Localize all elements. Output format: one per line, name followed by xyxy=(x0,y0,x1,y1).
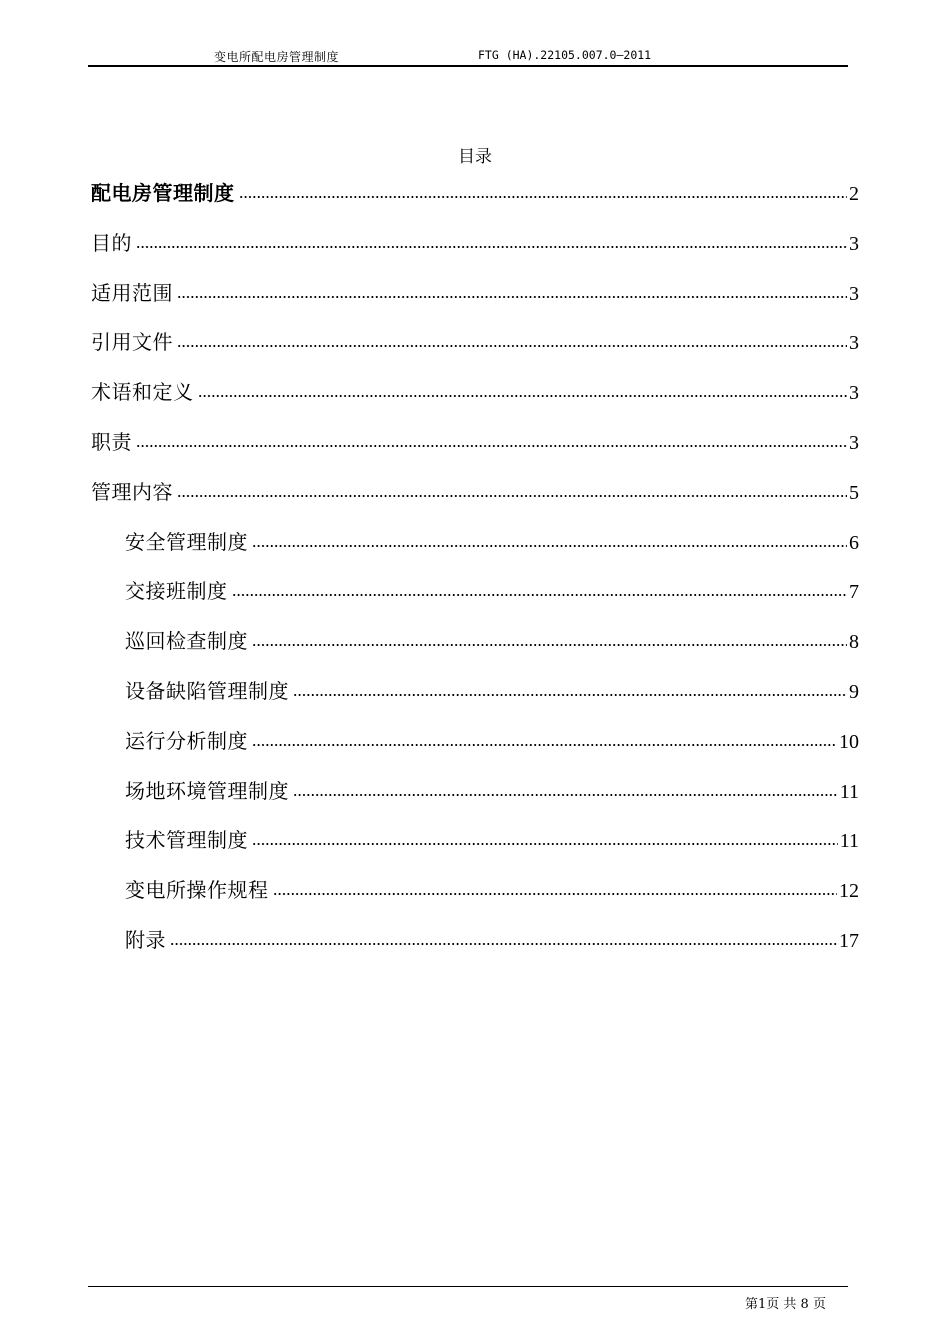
toc-dot-leader xyxy=(252,827,838,847)
toc-entry-page-number: 9 xyxy=(849,680,859,703)
toc-entry[interactable] xyxy=(91,277,859,327)
toc-entry-page-number: 3 xyxy=(849,232,859,255)
toc-entry-page-number: 6 xyxy=(849,531,859,554)
toc-dot-leader xyxy=(177,479,847,499)
toc-entry-label: 交接班制度 xyxy=(125,579,228,604)
toc-entry-page-number: 3 xyxy=(849,382,859,405)
toc-dot-leader xyxy=(239,180,848,200)
toc-dot-leader xyxy=(136,429,847,449)
footer-divider xyxy=(88,1286,848,1287)
toc-entry-page-number: 10 xyxy=(839,730,859,753)
header-title: 变电所配电房管理制度 xyxy=(214,50,340,64)
toc-entry-label: 安全管理制度 xyxy=(125,529,248,554)
toc-entry[interactable] xyxy=(91,526,859,576)
toc-entry[interactable] xyxy=(91,824,859,874)
toc-dot-leader xyxy=(252,529,847,549)
toc-dot-leader xyxy=(170,927,837,947)
toc-title: 目录 xyxy=(458,147,492,167)
toc-entry-label: 职责 xyxy=(91,429,132,454)
toc-entry[interactable] xyxy=(91,874,859,924)
toc-entry-page-number: 11 xyxy=(839,830,859,853)
toc-entry-label: 运行分析制度 xyxy=(125,728,248,753)
toc-entry-label: 技术管理制度 xyxy=(125,828,248,853)
toc-entry-page-number: 5 xyxy=(849,481,859,504)
toc-dot-leader xyxy=(293,778,838,798)
toc-entry[interactable] xyxy=(91,426,859,476)
toc-entry-page-number: 7 xyxy=(849,581,859,604)
toc-entry-page-number: 3 xyxy=(849,332,859,355)
toc-entry-page-number: 3 xyxy=(849,282,859,305)
toc-entry[interactable] xyxy=(91,924,859,974)
toc-entry-label: 引用文件 xyxy=(91,330,173,355)
toc-dot-leader xyxy=(198,379,848,399)
toc-entry-label: 管理内容 xyxy=(91,479,173,504)
toc-entry-label: 变电所操作规程 xyxy=(125,878,269,903)
toc-entry-page-number: 8 xyxy=(849,631,859,654)
toc-entry-label: 巡回检查制度 xyxy=(125,629,248,654)
header-document-code: FTG (HA).22105.007.0—2011 xyxy=(478,48,652,62)
toc-entry-label: 适用范围 xyxy=(91,280,173,305)
toc-entry[interactable] xyxy=(91,326,859,376)
toc-entry-label: 场地环境管理制度 xyxy=(125,778,289,803)
toc-entry-label: 附录 xyxy=(125,927,166,952)
toc-entry-label: 配电房管理制度 xyxy=(91,181,235,205)
toc-dot-leader xyxy=(177,280,847,300)
toc-dot-leader xyxy=(136,230,847,250)
footer-page-info: 第1页 共 8 页 xyxy=(745,1297,826,1312)
toc-entry-page-number: 17 xyxy=(839,929,859,952)
toc-dot-leader xyxy=(252,628,847,648)
toc-entry-page-number: 12 xyxy=(839,880,859,903)
toc-dot-leader xyxy=(273,877,838,897)
toc-entry-page-number: 11 xyxy=(839,780,859,803)
table-of-contents xyxy=(91,177,859,974)
toc-dot-leader xyxy=(293,678,847,698)
toc-dot-leader xyxy=(252,728,837,748)
toc-entry[interactable] xyxy=(91,476,859,526)
toc-entry-label: 设备缺陷管理制度 xyxy=(125,678,289,703)
toc-entry-label: 术语和定义 xyxy=(91,380,194,405)
toc-entry[interactable] xyxy=(91,725,859,775)
toc-entry[interactable] xyxy=(91,227,859,277)
toc-dot-leader xyxy=(232,578,848,598)
page-header xyxy=(88,48,848,66)
toc-entry-page-number: 2 xyxy=(849,183,859,205)
toc-entry[interactable] xyxy=(91,675,859,725)
toc-entry-label: 目的 xyxy=(91,230,132,255)
toc-entry[interactable] xyxy=(91,376,859,426)
toc-entry[interactable] xyxy=(91,625,859,675)
toc-entry-page-number: 3 xyxy=(849,431,859,454)
header-divider xyxy=(88,65,848,67)
toc-entry[interactable] xyxy=(91,775,859,825)
toc-entry[interactable] xyxy=(91,575,859,625)
toc-entry[interactable] xyxy=(91,177,859,227)
toc-dot-leader xyxy=(177,329,847,349)
